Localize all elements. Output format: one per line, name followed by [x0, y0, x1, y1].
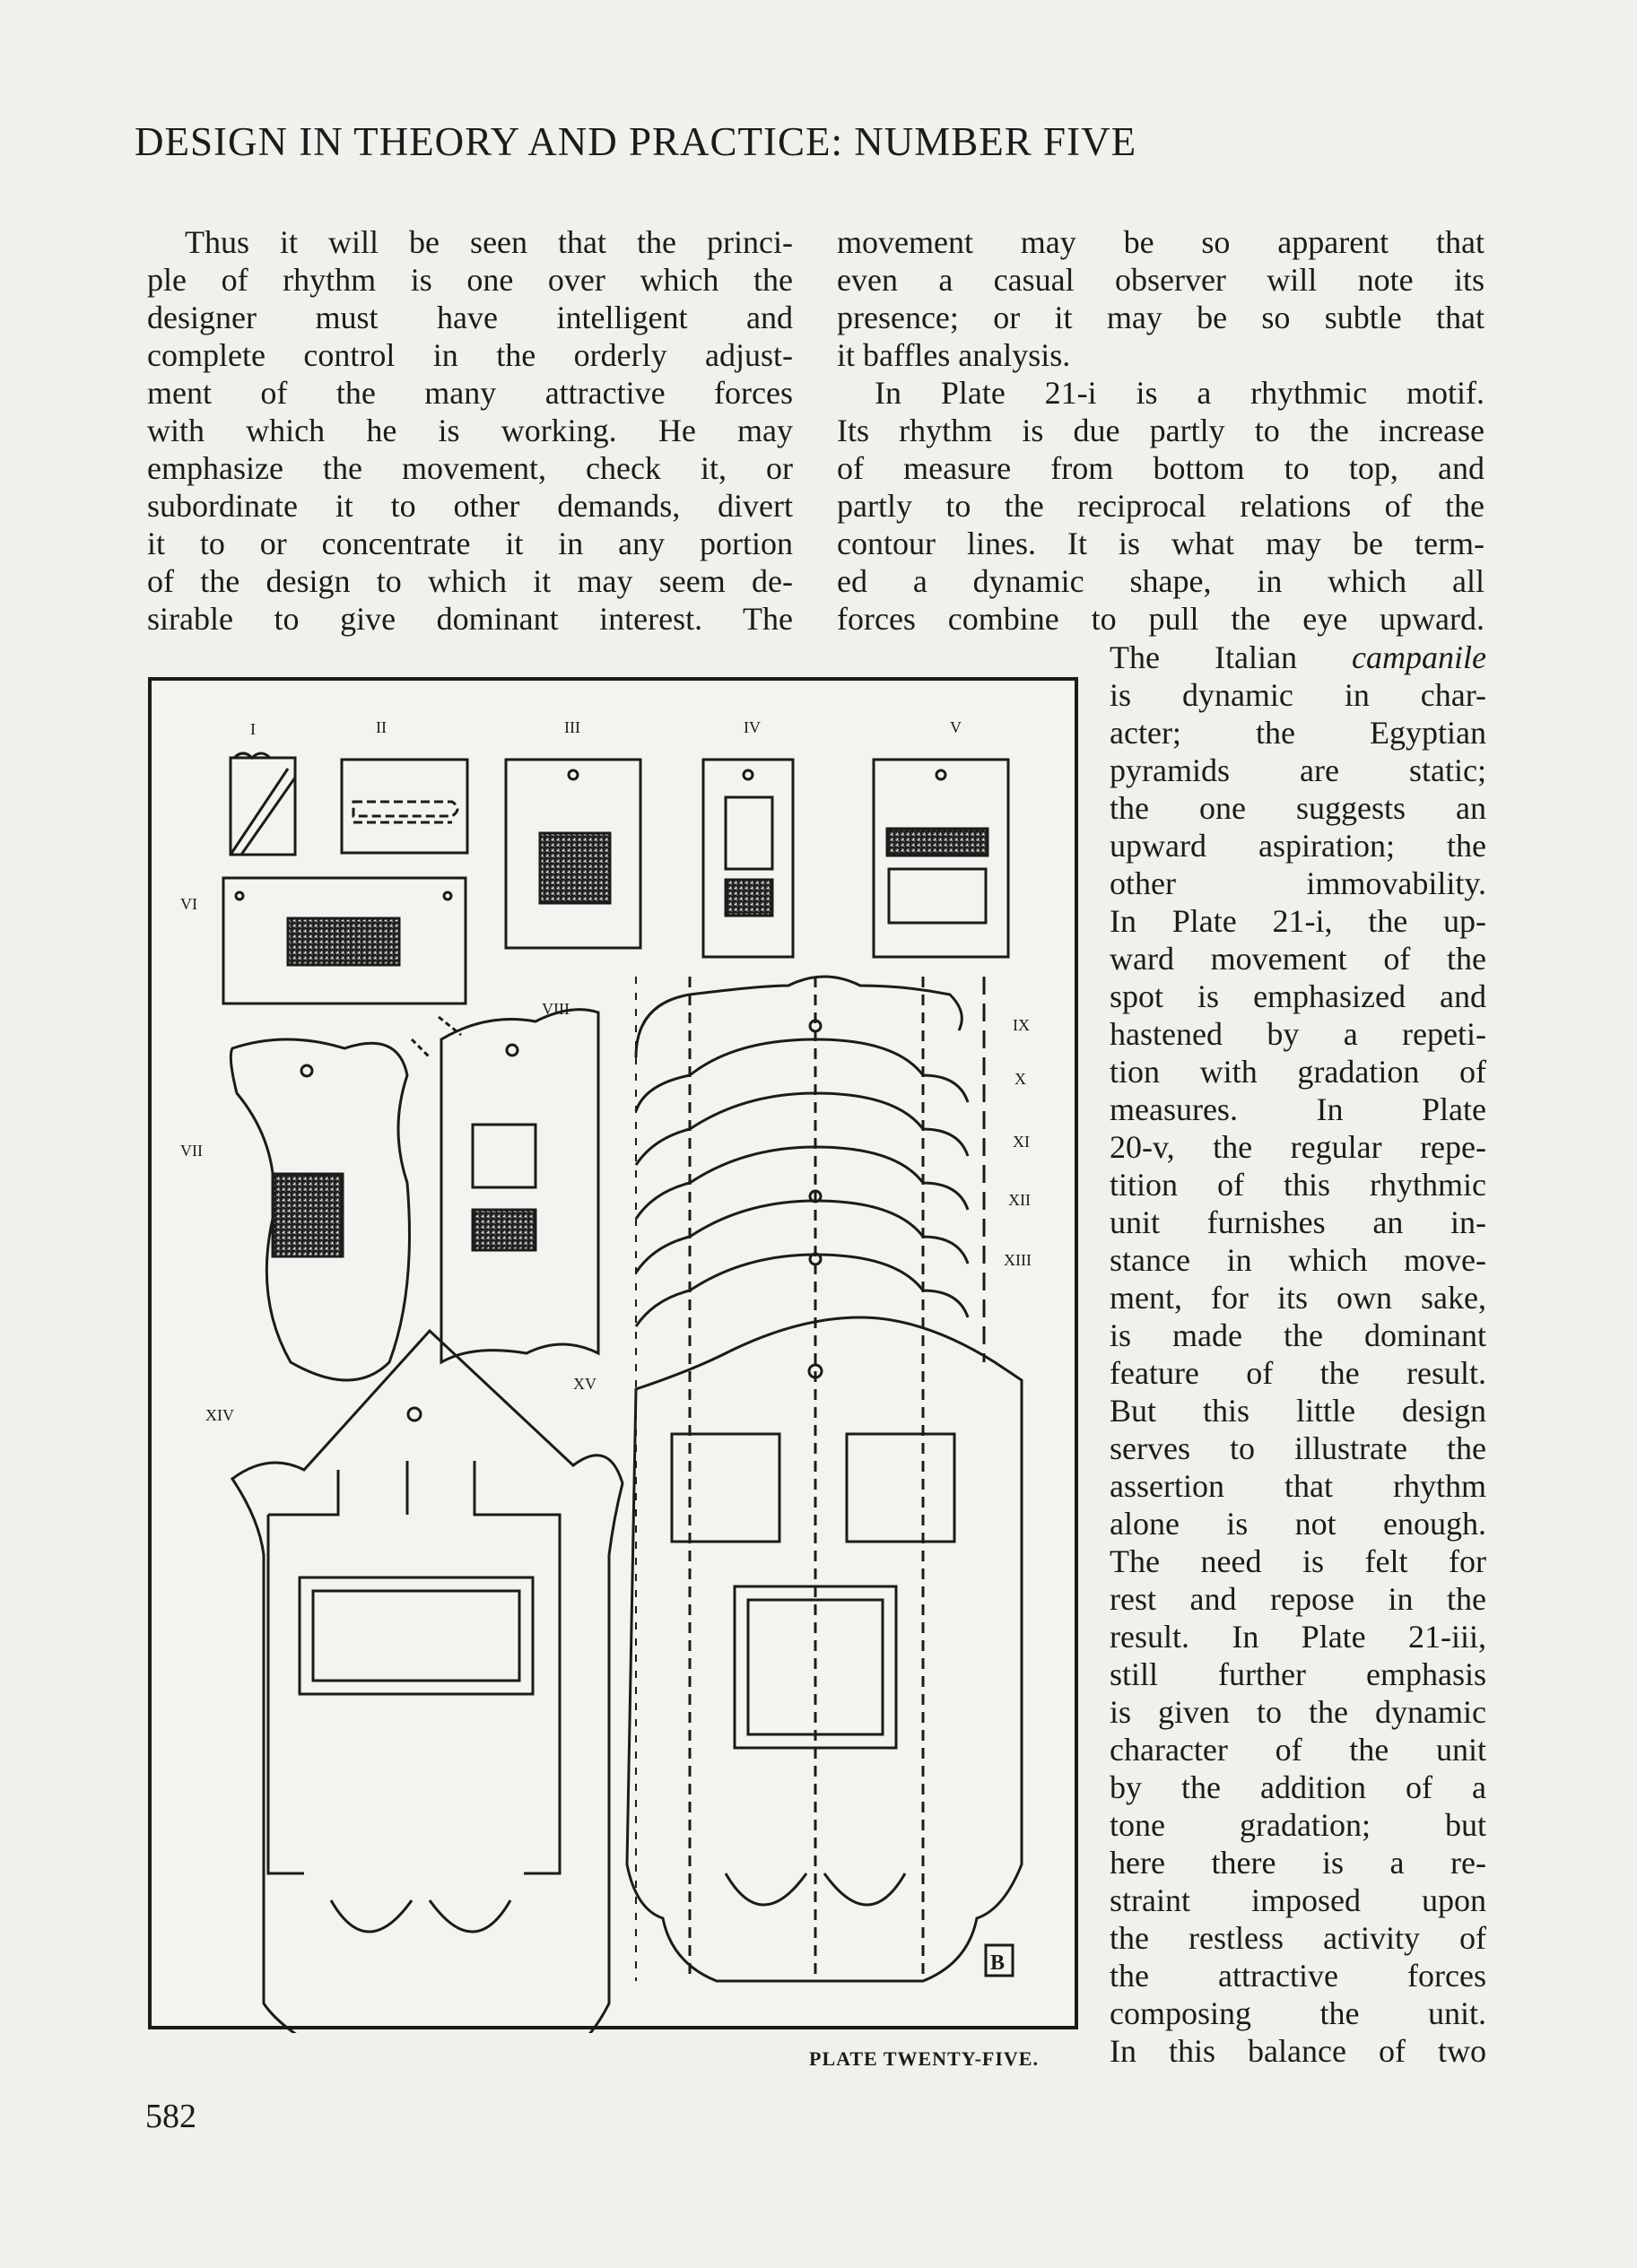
plate-illustration — [148, 677, 1078, 2029]
text-line: still further emphasis — [1110, 1656, 1486, 1692]
text-line: Thus it will be seen that the princi- — [185, 224, 793, 260]
text-line: movement may be so apparent that — [837, 224, 1485, 260]
text-line: here there is a re- — [1110, 1845, 1486, 1881]
text-line: ment, for its own sake, — [1110, 1280, 1486, 1316]
text-line: of measure from bottom to top, and — [837, 450, 1485, 486]
figure-ii — [342, 718, 467, 853]
figures-ix-xiii — [636, 977, 1032, 1981]
figure-i — [231, 720, 295, 855]
text-line: spot is emphasized and — [1110, 978, 1486, 1014]
text-line: the restless activity of — [1110, 1920, 1486, 1956]
label-xiv: XIV — [205, 1406, 234, 1424]
label-xii: XII — [1008, 1191, 1031, 1209]
left-column — [147, 223, 793, 638]
figure-vii — [180, 1039, 410, 1380]
text-line: stance in which move- — [1110, 1242, 1486, 1278]
text-line: other immovability. — [1110, 865, 1486, 901]
text-line: result. In Plate 21-iii, — [1110, 1619, 1486, 1655]
text-line: by the addition of a — [1110, 1769, 1486, 1805]
plate-drawing — [152, 681, 1082, 2033]
text-line: partly to the reciprocal relations of the — [837, 488, 1485, 524]
text-line: unit furnishes an in- — [1110, 1204, 1486, 1240]
text-line: subordinate it to other demands, divert — [147, 488, 793, 524]
text-line: rest and repose in the — [1110, 1581, 1486, 1617]
text-line: acter; the Egyptian — [1110, 715, 1486, 751]
text-line: it baffles analysis. — [837, 337, 1071, 373]
text-line: forces combine to pull the eye upward. — [837, 601, 1485, 637]
text-line: hastened by a repeti- — [1110, 1016, 1486, 1052]
text-line: tion with gradation of — [1110, 1054, 1486, 1090]
text-line: Its rhythm is due partly to the increase — [837, 413, 1485, 448]
text-line: contour lines. It is what may be term- — [837, 526, 1485, 561]
text-line: composing the unit. — [1110, 1995, 1486, 2031]
text-line: ed a dynamic shape, in which all — [837, 563, 1485, 599]
label-vii: VII — [180, 1142, 203, 1160]
text-line: The Italian campanile — [1110, 639, 1486, 675]
text-line: is dynamic in char- — [1110, 677, 1486, 713]
text-line: it to or concentrate it in any portion — [147, 526, 793, 561]
text-line: tition of this rhythmic — [1110, 1167, 1486, 1203]
text-line: ment of the many attractive forces — [147, 375, 793, 411]
label-v: V — [950, 718, 962, 736]
label-x: X — [1014, 1070, 1026, 1088]
text-line: with which he is working. He may — [147, 413, 793, 448]
text-line: In Plate 21-i is a rhythmic motif. — [875, 375, 1485, 411]
page-number: 582 — [145, 2098, 196, 2135]
text-line: alone is not enough. — [1110, 1506, 1486, 1542]
monogram-letter: B — [990, 1951, 1006, 1975]
label-ix: IX — [1013, 1016, 1030, 1034]
text-line: of the design to which it may seem de- — [147, 563, 793, 599]
text-line: ple of rhythm is one over which the — [147, 262, 793, 298]
label-i: I — [250, 720, 256, 738]
text-line: designer must have intelligent and — [147, 300, 793, 335]
italic-word: campanile — [1352, 639, 1486, 675]
text-line: is made the dominant — [1110, 1317, 1486, 1353]
text-line: sirable to give dominant interest. The — [147, 601, 793, 637]
text-line: The need is felt for — [1110, 1543, 1486, 1579]
text-line: pyramids are static; — [1110, 752, 1486, 788]
right-column-top — [837, 223, 1485, 638]
label-xv: XV — [573, 1375, 596, 1393]
monogram-mark — [986, 1945, 1013, 1976]
text-line: But this little design — [1110, 1393, 1486, 1429]
label-viii: VIII — [542, 1000, 570, 1018]
page-title: DESIGN IN THEORY AND PRACTICE: NUMBER FIVE — [135, 119, 1137, 164]
plate-caption: PLATE TWENTY-FIVE. — [809, 2047, 1039, 2070]
text-line: the attractive forces — [1110, 1958, 1486, 1994]
figure-v — [874, 718, 1008, 957]
figure-vi — [180, 878, 466, 1004]
figure-xiv — [205, 1331, 623, 2033]
text-line: feature of the result. — [1110, 1355, 1486, 1391]
text-line: presence; or it may be so subtle that — [837, 300, 1485, 335]
text-line: emphasize the movement, check it, or — [147, 450, 793, 486]
text-line: character of the unit — [1110, 1732, 1486, 1768]
figure-iv — [703, 718, 793, 957]
text-line: is given to the dynamic — [1110, 1694, 1486, 1730]
label-xi: XI — [1013, 1133, 1030, 1151]
text-line: 20-v, the regular repe- — [1110, 1129, 1486, 1165]
text-line: In Plate 21-i, the up- — [1110, 903, 1486, 939]
figure-xv — [573, 1317, 1022, 1981]
text-line: In this balance of two — [1110, 2033, 1486, 2069]
text-line: straint imposed upon — [1110, 1882, 1486, 1918]
label-vi: VI — [180, 895, 197, 913]
text-line: tone gradation; but — [1110, 1807, 1486, 1843]
figure-iii — [506, 718, 640, 948]
label-ii: II — [376, 718, 387, 736]
text-line: complete control in the orderly adjust- — [147, 337, 793, 373]
text-line: assertion that rhythm — [1110, 1468, 1486, 1504]
figure-viii — [412, 1000, 598, 1362]
text-line: upward aspiration; the — [1110, 828, 1486, 864]
right-column-narrow — [1110, 639, 1486, 2070]
text-line: the one suggests an — [1110, 790, 1486, 826]
text-line: ward movement of the — [1110, 941, 1486, 977]
label-iv: IV — [744, 718, 761, 736]
label-xiii: XIII — [1004, 1251, 1032, 1269]
text-line: even a casual observer will note its — [837, 262, 1485, 298]
text-line: serves to illustrate the — [1110, 1430, 1486, 1466]
label-iii: III — [564, 718, 580, 736]
text-line: measures. In Plate — [1110, 1091, 1486, 1127]
